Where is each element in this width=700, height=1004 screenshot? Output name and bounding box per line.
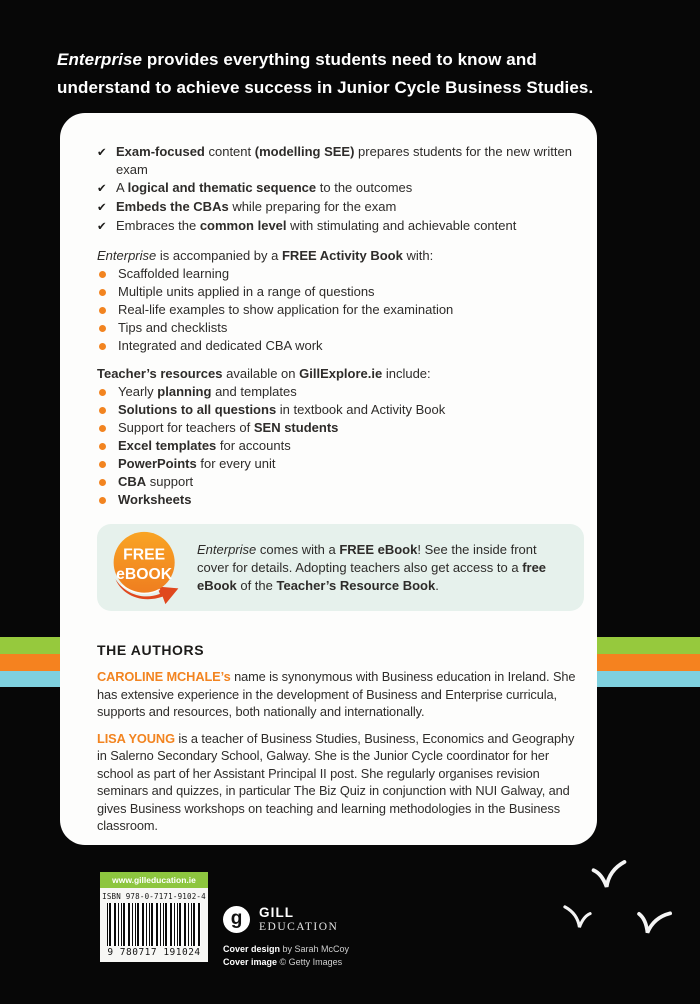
author-bio: LISA YOUNG is a teacher of Business Studies, Business, Economics and Geography in Salerno Secondary School, Galway. She is the Junior Cycle coordinator for her school as part of her Assistant Principal II post. She regularly organises revision seminars and quizzes, in particular The Biz Quiz in conjunction with NUI Galway, and gives Business workshops on teaching and learning methodologies in the Business classroom. [97,730,575,833]
activity-book-list [97,265,584,355]
list-item [97,491,577,509]
list-item [97,265,577,283]
activity-book-intro: Enterprise is accompanied by a FREE Activity Book with: [97,248,434,263]
badge-text-free: FREE [123,546,166,564]
list-item [97,283,577,301]
feature-checklist [97,143,573,236]
list-item-text: CBA support [118,474,194,489]
bullet-icon [99,479,106,486]
publisher-logo [223,905,338,934]
checklist-item [97,143,573,179]
check-icon: ✔ [97,221,107,233]
bullet-icon [99,289,106,296]
barcode-panel [100,872,208,962]
badge-text-ebook: eBOOK [116,565,173,583]
ebook-callout-text: Enterprise comes with a FREE eBook! See the inside front cover for details. Adopting teachers also get access to a free eBook of the Teacher’s Resource Book. [197,541,547,593]
checklist-item [97,179,573,198]
author-bio: CAROLINE MCHALE’s name is synonymous with Business education in Ireland. She has extensive experience in the development of Business and Enterprise curricula, supports and resources, both nationally and internationally. [97,669,576,719]
isbn-label: ISBN 978-0-7171-9102-4 [102,892,206,901]
checklist-item-text: Embraces the common level with stimulating and achievable content [116,218,517,233]
bullet-icon [99,407,106,414]
bullet-icon [99,497,106,504]
list-item-text: Multiple units applied in a range of questions [118,284,375,299]
bullet-icon [99,461,106,468]
publisher-website: www.gilleducation.ie [100,872,208,888]
list-item-text: Yearly planning and templates [118,384,297,399]
list-item [97,419,577,437]
list-item [97,337,577,355]
ebook-callout [97,524,584,611]
bullet-icon [99,271,106,278]
credit-line-image: Cover image © Getty Images [223,956,343,967]
author-bios [97,668,584,835]
list-item-text: Integrated and dedicated CBA work [118,338,323,353]
authors-heading: THE AUTHORS [97,642,205,658]
tagline-line-1: Enterprise provides everything students need to know and [57,50,537,69]
list-item [97,319,577,337]
checklist-item-text: Exam-focused content (modelling SEE) prepares students for the new written exam [116,144,572,177]
teacher-resources-intro: Teacher’s resources available on GillExplore.ie include: [97,366,431,381]
check-icon: ✔ [97,202,107,214]
check-icon: ✔ [97,183,107,195]
bullet-icon [99,343,106,350]
list-item [97,383,577,401]
free-ebook-badge-icon [108,531,184,605]
publisher-name: GILL [259,905,295,920]
list-item-text: Solutions to all questions in textbook and Activity Book [118,402,446,417]
checklist-item [97,217,573,236]
bullet-icon [99,307,106,314]
list-item-text: Worksheets [118,492,192,507]
check-icon: ✔ [97,147,107,159]
tagline [57,46,637,102]
teacher-resources-list [97,383,584,509]
list-item [97,401,577,419]
list-item [97,437,577,455]
info-card [60,113,597,845]
bird-icon [562,903,593,932]
list-item [97,455,577,473]
cover-credits [223,943,349,968]
list-item-text: PowerPoints for every unit [118,456,276,471]
list-item [97,301,577,319]
checklist-item-text: A logical and thematic sequence to the outcomes [116,180,413,195]
list-item-text: Tips and checklists [118,320,228,335]
publisher-division: EDUCATION [259,921,339,933]
barcode-number: 9 780717 191024 [107,947,201,958]
bird-icon [630,898,676,946]
list-item-text: Support for teachers of SEN students [118,420,339,435]
bullet-icon [99,425,106,432]
list-item-text: Real-life examples to show application for the examination [118,302,454,317]
barcode-box [100,888,208,962]
publisher-name-block [259,905,338,934]
list-item-text: Scaffolded learning [118,266,230,281]
gill-monogram-icon: g [223,906,250,933]
bird-icon [590,857,628,893]
barcode [107,903,201,946]
list-item [97,473,577,491]
bullet-icon [99,325,106,332]
tagline-line-2: understand to achieve success in Junior Cycle Business Studies. [57,78,594,97]
checklist-item-text: Embeds the CBAs while preparing for the exam [116,199,397,214]
credit-line-design: Cover design by Sarah McCoy [223,944,350,954]
checklist-item [97,198,573,217]
bullet-icon [99,389,106,396]
bullet-icon [99,443,106,450]
list-item-text: Excel templates for accounts [118,438,291,453]
